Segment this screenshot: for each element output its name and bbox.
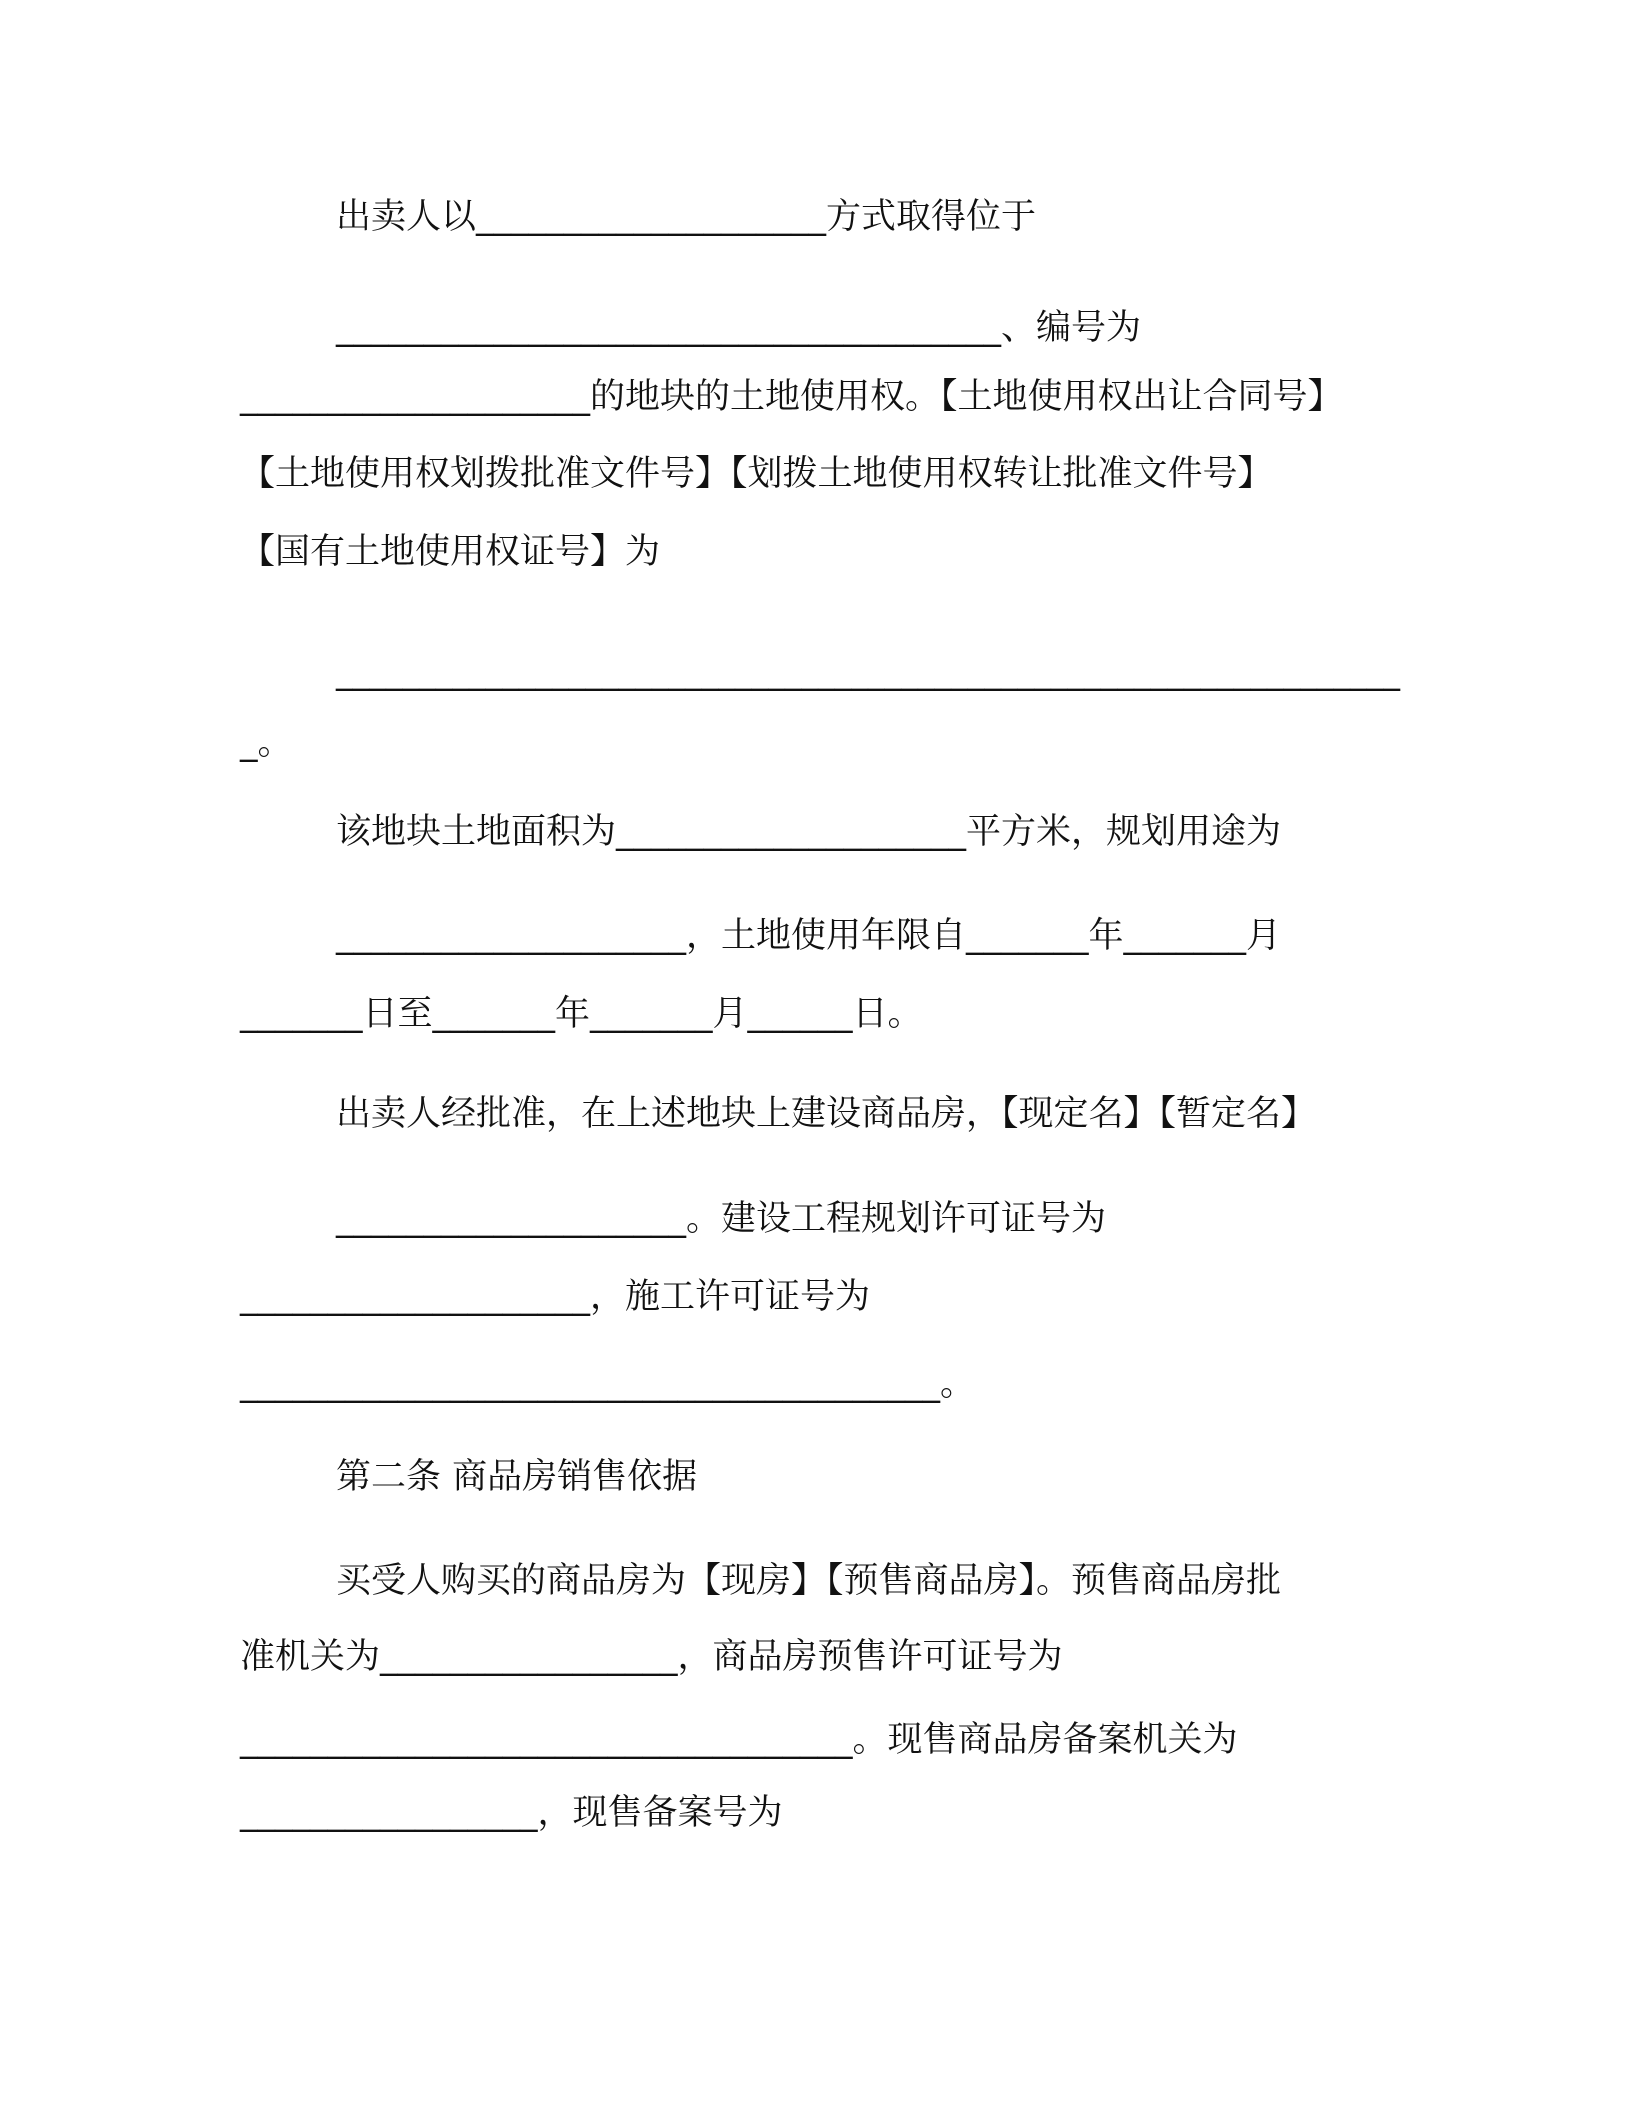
- paragraph-line-18: _________________，现售备案号为: [240, 1793, 783, 1833]
- section-heading: 第二条 商品房销售依据: [336, 1457, 698, 1497]
- paragraph-line-9: ____________________，土地使用年限自_______年_______月: [336, 916, 1282, 956]
- paragraph-line-2: ______________________________________、编号为: [336, 308, 1142, 348]
- paragraph-line-8: 该地块土地面积为____________________平方米，规划用途为: [336, 812, 1282, 852]
- paragraph-line-3: ____________________的地块的土地使用权。【土地使用权出让合同号】: [240, 377, 1343, 417]
- paragraph-line-4: 【土地使用权划拨批准文件号】【划拨土地使用权转让批准文件号】: [240, 454, 1273, 494]
- paragraph-line-1: 出卖人以____________________方式取得位于: [336, 197, 1037, 237]
- paragraph-line-6: ________________________________________________________________: [336, 652, 1400, 692]
- paragraph-line-14: ________________________________________。: [240, 1364, 976, 1404]
- paragraph-line-11: 出卖人经批准，在上述地块上建设商品房，【现定名】【暂定名】: [336, 1094, 1317, 1134]
- paragraph-line-17: ___________________________________。现售商品房备案机关为: [240, 1720, 1238, 1760]
- paragraph-line-13: ____________________，施工许可证号为: [240, 1277, 871, 1317]
- paragraph-line-10: _______日至_______年_______月______日。: [240, 994, 923, 1034]
- paragraph-line-15: 买受人购买的商品房为【现房】【预售商品房】。预售商品房批: [336, 1561, 1282, 1601]
- paragraph-line-16: 准机关为_________________，商品房预售许可证号为: [240, 1637, 1063, 1677]
- paragraph-line-7: _。: [240, 723, 293, 763]
- paragraph-line-5: 【国有土地使用权证号】为: [240, 532, 661, 572]
- paragraph-line-12: ____________________。建设工程规划许可证号为: [336, 1199, 1107, 1239]
